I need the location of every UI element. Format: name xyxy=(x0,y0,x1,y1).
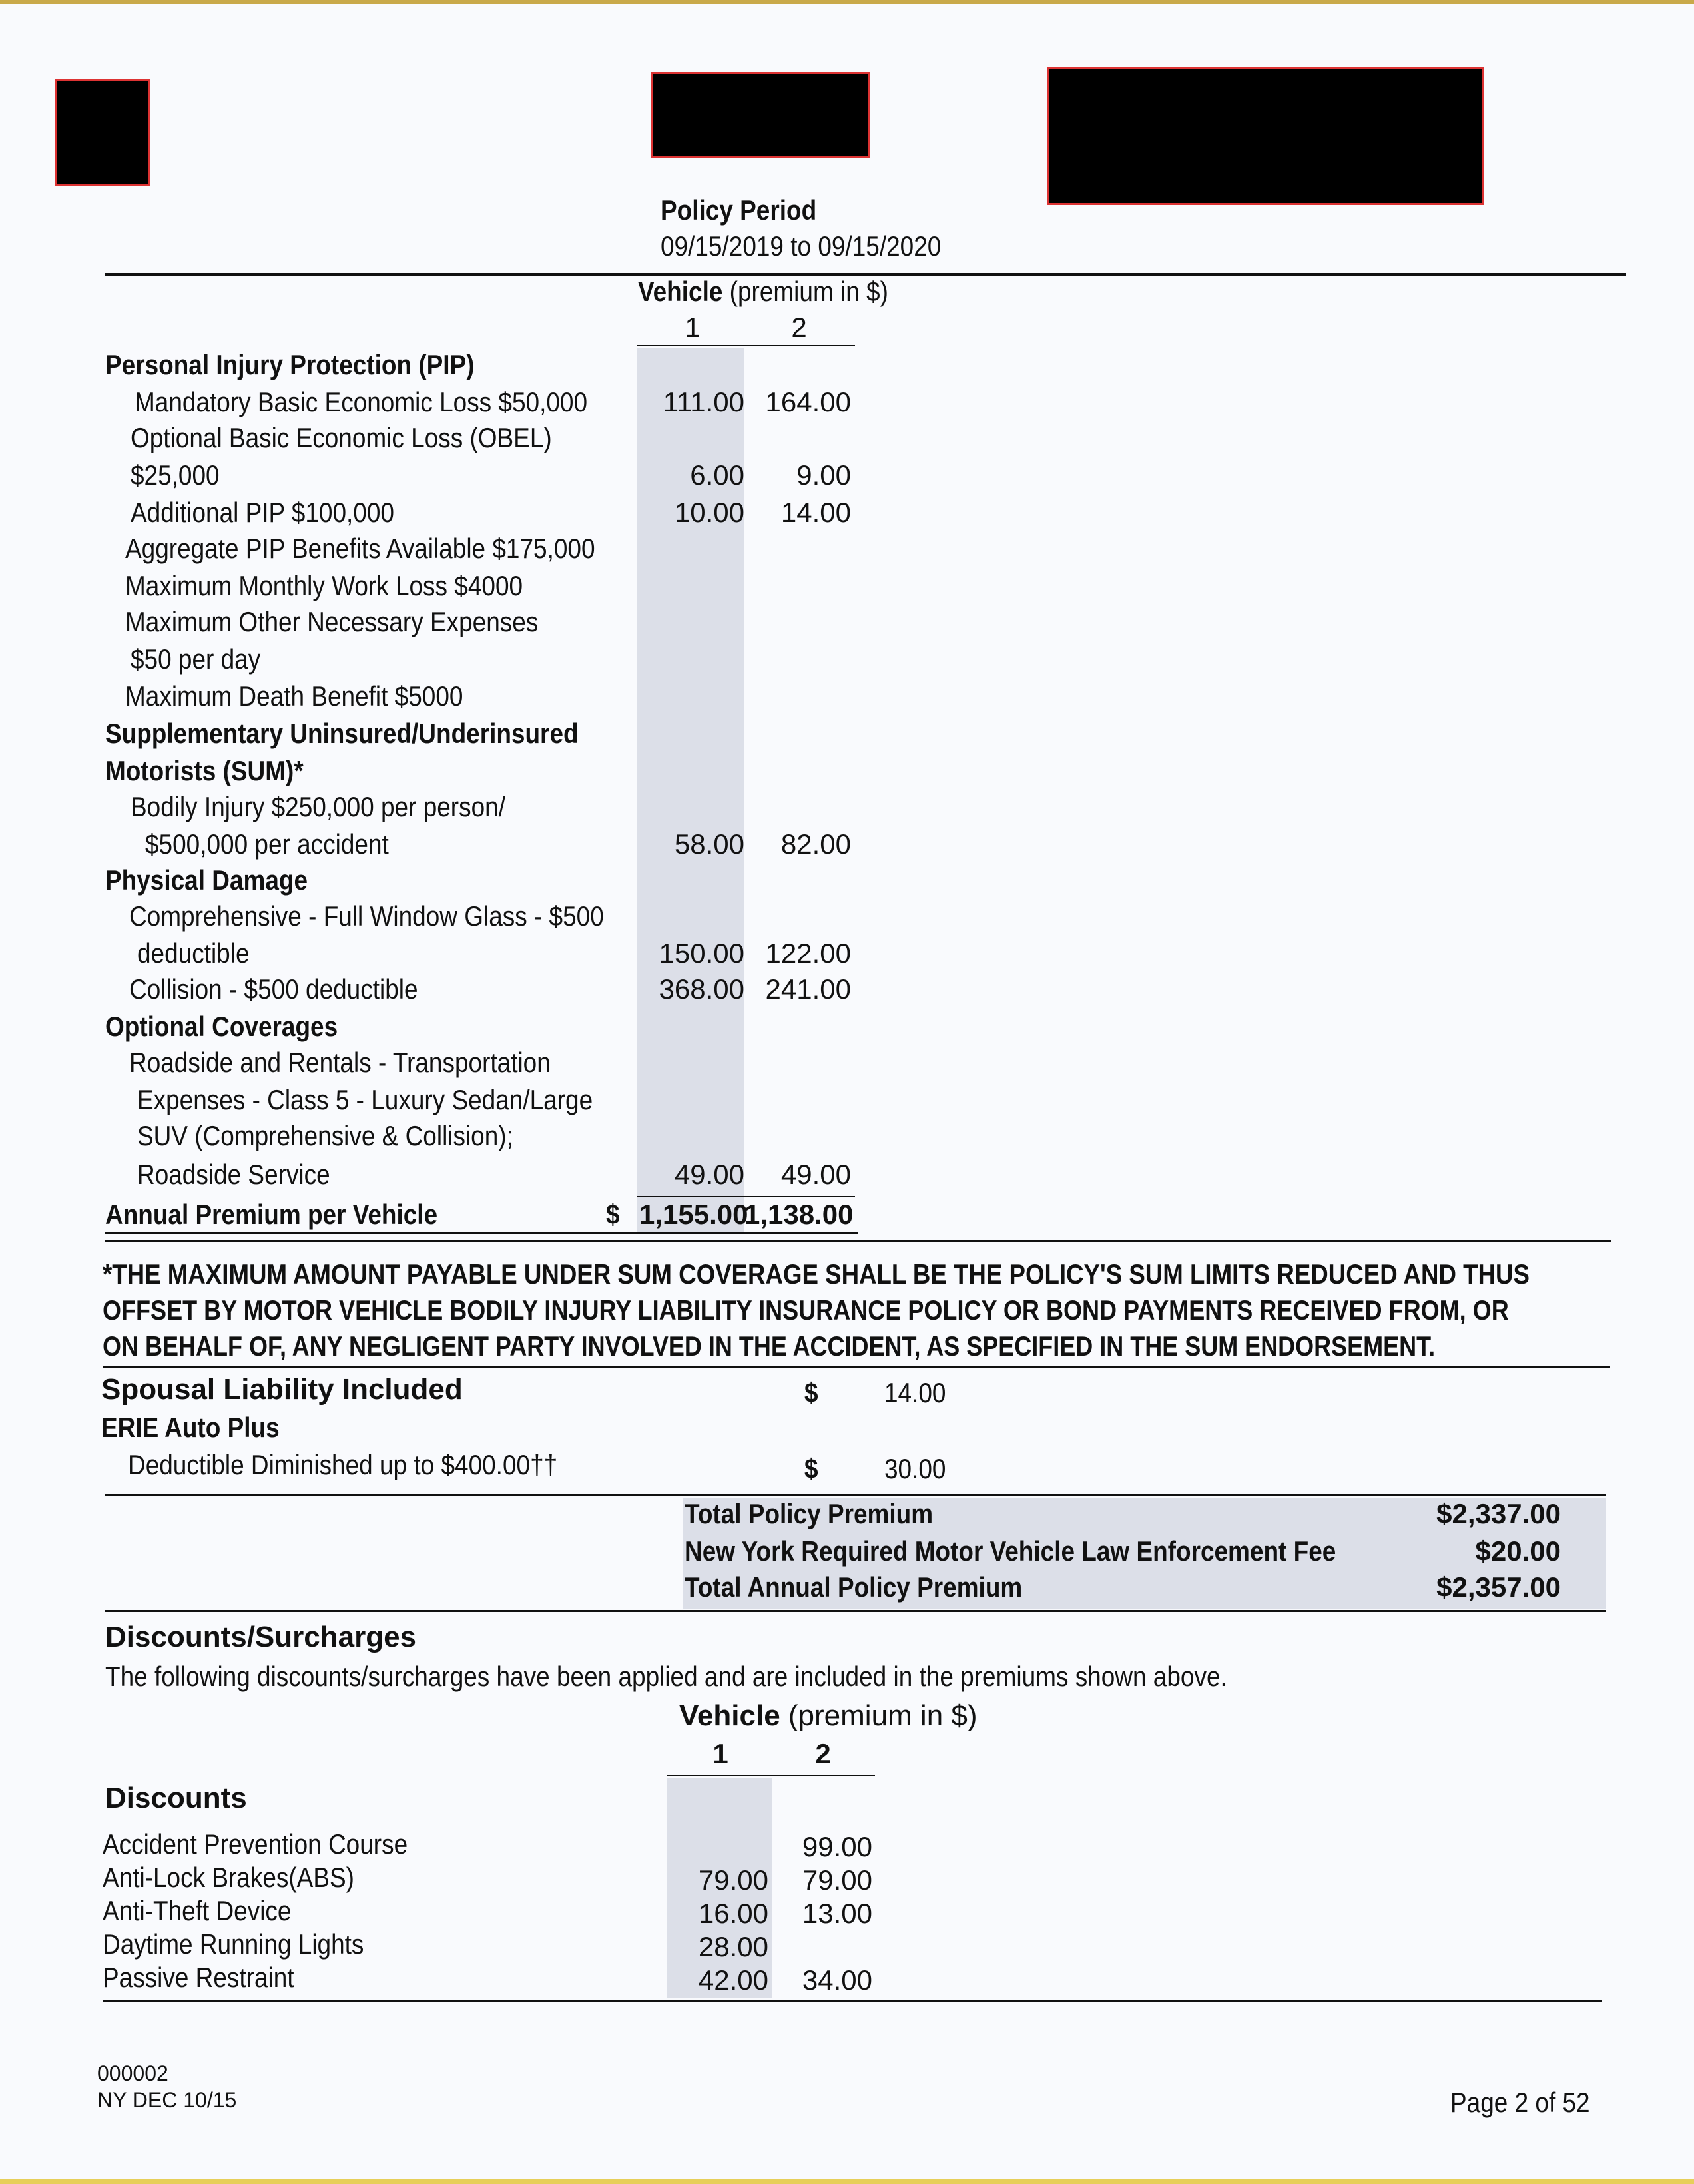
coverage-label: Expenses - Class 5 - Luxury Sedan/Large xyxy=(137,1084,593,1115)
discount-vehicle-2-value: 79.00 xyxy=(802,1864,872,1896)
vehicle-header-bold: Vehicle xyxy=(638,276,723,307)
coverage-label: Optional Coverages xyxy=(105,1011,338,1042)
coverage-label: deductible xyxy=(137,938,250,969)
spousal-liability-currency: $ xyxy=(804,1377,818,1408)
discounts-subtitle: Discounts xyxy=(105,1782,247,1814)
coverage-vehicle-2-value: 9.00 xyxy=(796,459,851,491)
sum-notice-line-2: OFFSET BY MOTOR VEHICLE BODILY INJURY LIABILITY INSURANCE POLICY OR BOND PAYMENTS RECEIVED FROM, OR xyxy=(103,1294,1509,1326)
discounts-bottom-rule xyxy=(103,2000,1602,2002)
spousal-liability-value: 14.00 xyxy=(884,1377,946,1408)
footer-form: NY DEC 10/15 xyxy=(97,2088,237,2112)
sum-notice-underline xyxy=(103,1366,1610,1368)
coverage-label: Personal Injury Protection (PIP) xyxy=(105,349,475,380)
coverage-label: Roadside Service xyxy=(137,1159,330,1190)
coverage-vehicle-2-value: 164.00 xyxy=(765,386,851,417)
coverage-label: Motorists (SUM)* xyxy=(105,755,304,786)
coverage-label: Supplementary Uninsured/Underinsured xyxy=(105,718,579,749)
redaction-block-right xyxy=(1047,67,1484,205)
deductible-diminished-label: Deductible Diminished up to $400.00†† xyxy=(128,1449,558,1480)
coverage-vehicle-2-value: 49.00 xyxy=(780,1159,851,1190)
coverage-vehicle-1-value: 111.00 xyxy=(663,386,744,417)
discounts-vehicle-header-rest: (premium in $) xyxy=(788,1699,978,1732)
coverage-vehicle-1-value: 150.00 xyxy=(659,938,744,969)
coverage-vehicle-1-value: 49.00 xyxy=(674,1159,744,1190)
coverage-label: Bodily Injury $250,000 per person/ xyxy=(131,791,505,822)
discount-vehicle-2-value: 99.00 xyxy=(802,1831,872,1862)
coverage-label: Comprehensive - Full Window Glass - $500 xyxy=(129,900,604,932)
coverage-label: Additional PIP $100,000 xyxy=(131,497,394,528)
footer-code: 000002 xyxy=(97,2061,168,2085)
coverage-vehicle-2-value: 82.00 xyxy=(780,828,851,860)
coverage-vehicle-2-value: 14.00 xyxy=(780,497,851,528)
coverage-label: $50 per day xyxy=(131,643,261,675)
annual-premium-underline xyxy=(105,1232,858,1234)
coverage-vehicle-1-value: 6.00 xyxy=(690,459,744,491)
deductible-diminished-value: 30.00 xyxy=(884,1453,946,1484)
spousal-liability-label: Spousal Liability Included xyxy=(101,1373,463,1406)
vehicle-header-underline xyxy=(637,345,855,346)
totals-bottom-rule xyxy=(105,1610,1606,1612)
redaction-block-logo xyxy=(55,79,150,186)
discount-label: Anti-Lock Brakes(ABS) xyxy=(103,1862,354,1893)
top-edge xyxy=(0,0,1694,4)
coverage-vehicle-2-value: 241.00 xyxy=(765,973,851,1005)
discount-vehicle-1-value: 42.00 xyxy=(698,1964,768,1996)
coverage-label: Roadside and Rentals - Transportation xyxy=(129,1047,551,1078)
discount-label: Passive Restraint xyxy=(103,1962,294,1993)
page-number: Page 2 of 52 xyxy=(1450,2087,1590,2118)
policy-period-label: Policy Period xyxy=(661,194,817,226)
deductible-diminished-currency: $ xyxy=(804,1453,818,1484)
annual-premium-currency: $ xyxy=(606,1199,620,1230)
coverage-vehicle-1-value: 368.00 xyxy=(659,973,744,1005)
discount-vehicle-1-value: 16.00 xyxy=(698,1898,768,1929)
section-divider-1 xyxy=(105,1240,1611,1242)
coverage-label: Collision - $500 deductible xyxy=(129,973,418,1005)
coverage-label: Optional Basic Economic Loss (OBEL) xyxy=(131,422,552,453)
policy-period-value: 09/15/2019 to 09/15/2020 xyxy=(661,230,942,262)
coverage-label: $25,000 xyxy=(131,459,220,491)
discounts-surcharges-title: Discounts/Surcharges xyxy=(105,1621,417,1653)
discount-vehicle-2-value: 13.00 xyxy=(802,1898,872,1929)
annual-premium-top-rule xyxy=(637,1196,855,1197)
discounts-vehicle-header-bold: Vehicle xyxy=(679,1699,780,1732)
discount-label: Anti-Theft Device xyxy=(103,1895,292,1926)
vehicle-header xyxy=(638,276,888,308)
sum-notice-line-3: ON BEHALF OF, ANY NEGLIGENT PARTY INVOLVED IN THE ACCIDENT, AS SPECIFIED IN THE SUM ENDORSEMENT. xyxy=(103,1330,1436,1362)
totals-label: Total Policy Premium xyxy=(685,1498,934,1529)
coverage-label: Maximum Death Benefit $5000 xyxy=(125,681,463,712)
annual-premium-label: Annual Premium per Vehicle xyxy=(105,1199,438,1230)
discount-vehicle-1-value: 79.00 xyxy=(698,1864,768,1896)
discounts-header-underline xyxy=(667,1775,875,1776)
coverage-label: Maximum Other Necessary Expenses xyxy=(125,606,539,637)
extras-divider xyxy=(105,1494,1606,1496)
annual-premium-vehicle-2: 1,138.00 xyxy=(744,1199,854,1230)
coverage-vehicle-2-value: 122.00 xyxy=(765,938,851,969)
bottom-edge xyxy=(0,2179,1694,2184)
coverage-label: SUV (Comprehensive & Collision); xyxy=(137,1120,513,1151)
discount-label: Daytime Running Lights xyxy=(103,1928,364,1960)
coverage-label: $500,000 per accident xyxy=(145,828,389,860)
annual-premium-vehicle-1: 1,155.00 xyxy=(639,1199,748,1230)
totals-label: New York Required Motor Vehicle Law Enforcement Fee xyxy=(685,1535,1336,1567)
discount-label: Accident Prevention Course xyxy=(103,1828,408,1860)
vehicle-col-2-header: 2 xyxy=(791,312,807,343)
discounts-vehicle-header xyxy=(679,1699,978,1733)
totals-value: $2,357.00 xyxy=(1436,1571,1561,1603)
coverage-label: Maximum Monthly Work Loss $4000 xyxy=(125,570,523,601)
coverage-label: Mandatory Basic Economic Loss $50,000 xyxy=(135,386,588,417)
redaction-block-center xyxy=(651,72,870,158)
coverage-label: Aggregate PIP Benefits Available $175,000 xyxy=(125,533,595,564)
erie-auto-plus-label: ERIE Auto Plus xyxy=(101,1412,280,1443)
discounts-col-2-header: 2 xyxy=(815,1738,831,1769)
discounts-surcharges-description: The following discounts/surcharges have been applied and are included in the premiums shown above. xyxy=(105,1661,1227,1692)
sum-notice-line-1: *THE MAXIMUM AMOUNT PAYABLE UNDER SUM COVERAGE SHALL BE THE POLICY'S SUM LIMITS REDUCED AND THUS xyxy=(103,1258,1530,1290)
coverage-label: Physical Damage xyxy=(105,864,308,896)
totals-label: Total Annual Policy Premium xyxy=(685,1571,1023,1603)
discount-vehicle-1-value: 28.00 xyxy=(698,1931,768,1962)
discount-vehicle-2-value: 34.00 xyxy=(802,1964,872,1996)
vehicle-header-rest: (premium in $) xyxy=(729,276,888,307)
discounts-col-1-header: 1 xyxy=(712,1738,728,1769)
coverage-vehicle-1-value: 58.00 xyxy=(674,828,744,860)
coverage-vehicle-1-value: 10.00 xyxy=(674,497,744,528)
vehicle-col-1-header: 1 xyxy=(685,312,701,343)
totals-value: $2,337.00 xyxy=(1436,1498,1561,1529)
totals-value: $20.00 xyxy=(1475,1535,1561,1567)
